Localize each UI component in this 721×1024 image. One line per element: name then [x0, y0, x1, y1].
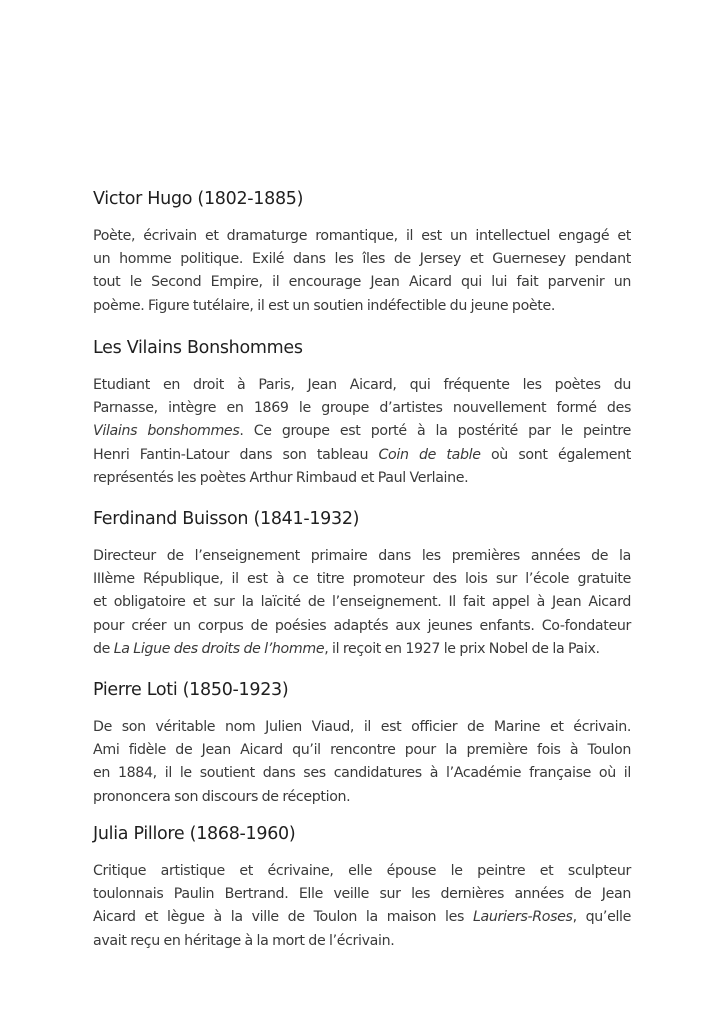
paragraph-line [93, 295, 631, 318]
text-run: , il reçoit en 1927 le prix Nobel de la Paix. [324, 640, 600, 657]
text-run: Etudiant en droit à Paris, Jean Aicard, qui fréquente les poètes du [93, 377, 631, 393]
paragraph-line [93, 739, 631, 762]
text-run: Poète, écrivain et dramaturge romantique, il est un intellectuel engagé et [93, 228, 631, 244]
text-run: Directeur de l’enseignement primaire dans les premières années de la [93, 548, 631, 564]
paragraph-line [93, 860, 631, 883]
text-run: prononcera son discours de réception. [93, 788, 351, 805]
text-run: De son véritable nom Julien Viaud, il est officier de Marine et écrivain. [93, 719, 631, 735]
section-heading: Victor Hugo (1802-1885) [93, 189, 304, 209]
text-run: pour créer un corpus de poésies adaptés aux jeunes enfants. Co-fondateur [93, 617, 631, 634]
section-victor-hugo [93, 186, 631, 318]
text-run: Aicard et lègue à la ville de Toulon la maison les [93, 909, 473, 926]
section-paragraph [93, 860, 631, 953]
text-run: de [93, 640, 114, 657]
paragraph-line [93, 883, 631, 906]
paragraph-line [93, 397, 631, 420]
paragraph-line [93, 545, 631, 568]
text-run: avait reçu en héritage à la mort de l’écrivain. [93, 932, 395, 949]
text-run: . Ce groupe est porté à la postérité par le peintre [239, 423, 631, 440]
text-run: Parnasse, intègre en 1869 le groupe d’artistes nouvellement formé des [93, 400, 631, 417]
text-run: où sont également [480, 446, 631, 463]
paragraph-line [93, 615, 631, 638]
paragraph-line [93, 568, 631, 591]
paragraph-line [93, 716, 631, 739]
text-run: représentés les poètes Arthur Rimbaud et Paul Verlaine. [93, 469, 469, 486]
text-run: et obligatoire et sur la laïcité de l’enseignement. Il fait appel à Jean Aicard [93, 594, 631, 611]
section-ferdinand-buisson [93, 506, 631, 661]
section-vilains-bonshommes [93, 335, 631, 490]
section-paragraph [93, 716, 631, 809]
text-run: en 1884, il le soutient dans ses candidatures à l’Académie française où il [93, 765, 631, 782]
text-run: Critique artistique et écrivaine, elle épouse le peintre et sculpteur [93, 863, 631, 879]
paragraph-line [93, 248, 631, 271]
section-pierre-loti [93, 677, 631, 809]
section-paragraph [93, 374, 631, 490]
section-heading: Les Vilains Bonshommes [93, 338, 303, 358]
text-run: Henri Fantin-Latour dans son tableau [93, 446, 379, 463]
italic-title: Coin de table [378, 446, 481, 463]
paragraph-line [93, 225, 631, 248]
section-paragraph [93, 225, 631, 318]
text-run: toulonnais Paulin Bertrand. Elle veille sur les dernières années de Jean [93, 886, 631, 903]
text-run: tout le Second Empire, il encourage Jean Aicard qui lui fait parvenir un [93, 274, 631, 291]
paragraph-line [93, 906, 631, 929]
paragraph-line [93, 762, 631, 785]
text-run: Ami fidèle de Jean Aicard qu’il rencontre pour la première fois à Toulon [93, 742, 631, 759]
paragraph-line [93, 467, 631, 490]
paragraph-line [93, 930, 631, 953]
section-heading: Julia Pillore (1868-1960) [93, 824, 296, 844]
text-run: , qu’elle [572, 909, 632, 926]
paragraph-line [93, 444, 631, 467]
section-paragraph [93, 545, 631, 661]
paragraph-line [93, 591, 631, 614]
paragraph-line [93, 638, 631, 661]
section-heading: Pierre Loti (1850-1923) [93, 680, 289, 700]
italic-title: Lauriers-Roses [472, 909, 573, 926]
text-run: IIIème République, il est à ce titre promoteur des lois sur l’école gratuite [93, 571, 631, 588]
paragraph-line [93, 786, 631, 809]
section-julia-pillore [93, 821, 631, 953]
paragraph-line [93, 420, 631, 443]
italic-title: Vilains bonshommes [93, 423, 240, 440]
text-run: poème. Figure tutélaire, il est un soutien indéfectible du jeune poète. [93, 297, 556, 314]
text-run: un homme politique. Exilé dans les îles de Jersey et Guernesey pendant [93, 251, 631, 268]
paragraph-line [93, 374, 631, 397]
paragraph-line [93, 271, 631, 294]
section-heading: Ferdinand Buisson (1841-1932) [93, 509, 360, 529]
italic-title: La Ligue des droits de l’homme [113, 640, 325, 657]
